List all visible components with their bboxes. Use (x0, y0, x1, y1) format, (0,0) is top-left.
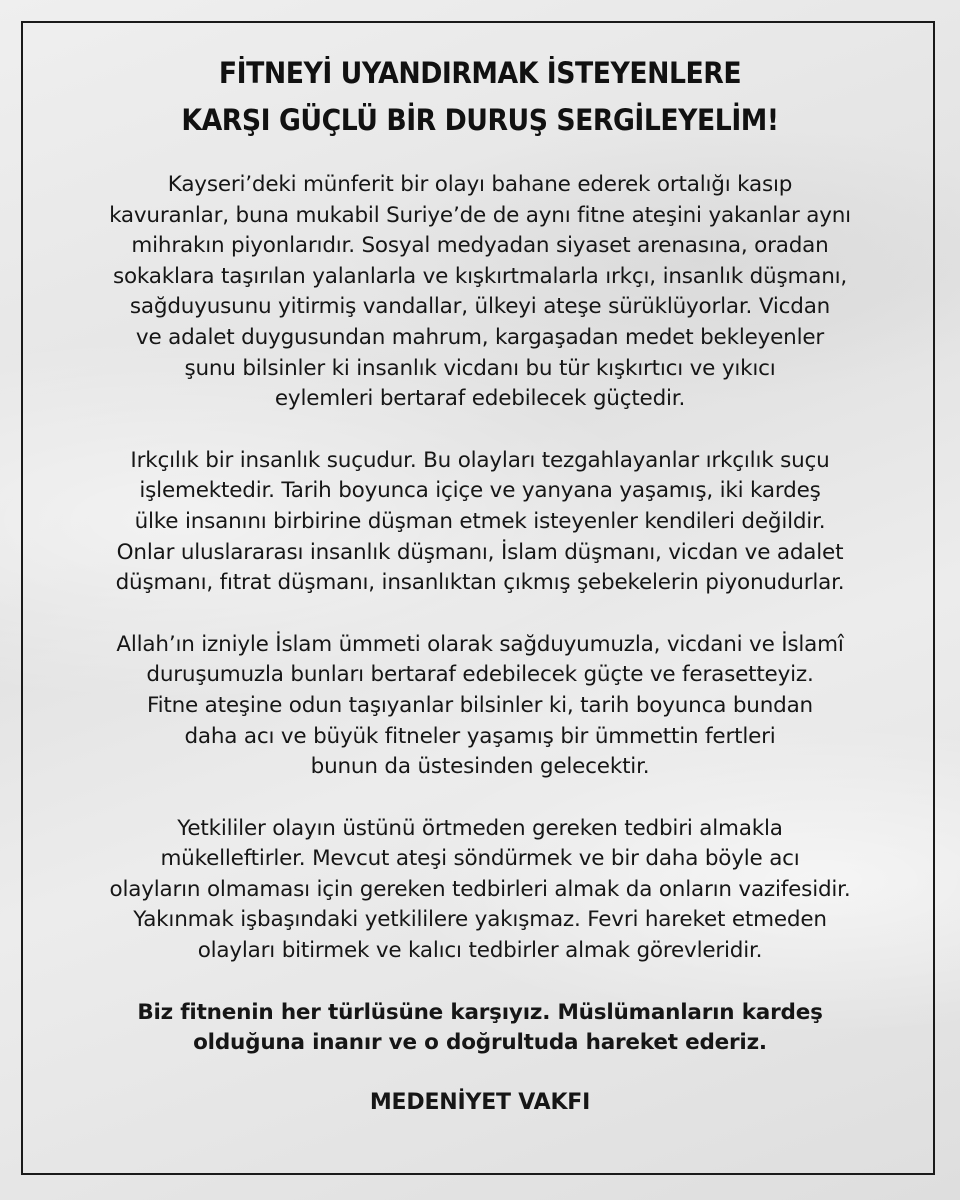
text-line: mihrakın piyonlarıdır. Sosyal medyadan siyaset arenasına, oradan (131, 233, 829, 259)
headline-line: KARŞI GÜÇLÜ BİR DURUŞ SERGİLEYELİM! (181, 103, 779, 137)
text-line: olayların olmaması için gereken tedbirleri almak da onların vazifesidir. (109, 876, 851, 902)
text-line: işlemektedir. Tarih boyunca içiçe ve yanyana yaşamış, iki kardeş (139, 478, 821, 504)
paragraph-3 (40, 630, 920, 783)
text-line: şunu bilsinler ki insanlık vicdanı bu tür kışkırtıcı ve yıkıcı (184, 355, 776, 381)
text-line: olayları bitirmek ve kalıcı tedbirler almak görevleridir. (197, 938, 763, 964)
signature: MEDENİYET VAKFI (369, 1089, 591, 1115)
text-line: daha acı ve büyük fitneler yaşamış bir ümmettin fertleri (184, 723, 776, 749)
paragraph-2 (40, 446, 920, 599)
text-line: mükelleftirler. Mevcut ateşi söndürmek ve bir daha böyle acı (160, 846, 800, 872)
text-line: Irkçılık bir insanlık suçudur. Bu olayları tezgahlayanlar ırkçılık suçu (130, 447, 830, 473)
paragraph-1 (40, 170, 920, 415)
text-line: Yakınmak işbaşındaki yetkililere yakışmaz. Fevri hareket etmeden (133, 907, 827, 933)
text-line: Allah’ın izniyle İslam ümmeti olarak sağduyumuzla, vicdani ve İslamî (116, 631, 844, 657)
text-line: sokaklara taşırılan yalanlarla ve kışkırtmalarla ırkçı, insanlık düşmanı, (112, 263, 848, 289)
statement-body (40, 170, 920, 1118)
text-line: olduğuna inanır ve o doğrultuda hareket ederiz. (193, 1030, 767, 1056)
text-line: ve adalet duygusundan mahrum, kargaşadan medet bekleyenler (135, 324, 825, 350)
text-line: ülke insanını birbirine düşman etmek isteyenler kendileri değildir. (134, 508, 826, 534)
text-line: Kayseri’deki münferit bir olayı bahane ederek ortalığı kasıp (167, 172, 793, 197)
text-line: bunun da üstesinden gelecektir. (310, 754, 650, 780)
text-line: Fitne ateşine odun taşıyanlar bilsinler ki, tarih boyunca bundan (146, 692, 813, 718)
text-line: düşmanı, fıtrat düşmanı, insanlıktan çıkmış şebekelerin piyonudurlar. (115, 570, 845, 596)
headline (38, 50, 921, 144)
paragraph-4 (40, 814, 920, 967)
text-line: Yetkililer olayın üstünü örtmeden gereken tedbiri almakla (177, 815, 783, 841)
text-line: Biz fitnenin her türlüsüne karşıyız. Müslümanların kardeş (137, 999, 823, 1025)
text-line: Onlar uluslararası insanlık düşmanı, İslam düşmanı, vicdan ve adalet (116, 539, 844, 565)
text-line: sağduyusunu yitirmiş vandallar, ülkeyi ateşe sürüklüyorlar. Vicdan (129, 294, 831, 320)
headline-line: FİTNEYİ UYANDIRMAK İSTEYENLERE (218, 56, 742, 90)
text-line: eylemleri bertaraf edebilecek güçtedir. (274, 386, 686, 412)
text-line: duruşumuzla bunları bertaraf edebilecek güçte ve ferasetteyiz. (146, 662, 814, 688)
closing-statement (40, 998, 920, 1059)
text-line: kavuranlar, buna mukabil Suriye’de de aynı fitne ateşini yakanlar aynı (109, 202, 851, 228)
